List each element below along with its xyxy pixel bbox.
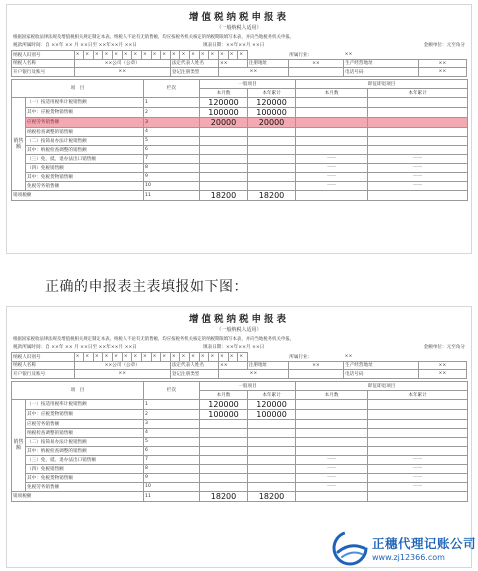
form-subtitle: （一般纳税人适用） <box>216 327 262 333</box>
biz-addr-label: 生产经营地址 <box>344 361 419 370</box>
row2-ytd: 100000 <box>248 409 296 419</box>
industry-label: 所属行业： <box>289 354 313 360</box>
taxpayer-id-cell: × <box>228 353 238 362</box>
col-ytd: 本年累计 <box>368 88 468 97</box>
dash: —— <box>368 482 468 491</box>
taxpayer-id-cell: × <box>238 51 248 60</box>
industry-value: ×× <box>344 354 353 359</box>
dash: —— <box>296 455 368 464</box>
table-row <box>12 446 468 455</box>
row-label: 纳税检查调整的销售额 <box>26 428 144 437</box>
table-row <box>12 437 468 446</box>
row1-month: 120000 <box>200 399 248 409</box>
table-row <box>12 190 468 200</box>
table-row <box>12 399 468 409</box>
row11-ytd: 18200 <box>248 190 296 200</box>
col-refund: 即征即退项目 <box>296 381 468 390</box>
company-url: www.zj12366.com <box>372 553 445 562</box>
taxpayer-id-cell: × <box>122 353 132 362</box>
phone-label: 电话号码 <box>344 370 419 379</box>
row-label: （一）按适用税率计税销售额 <box>26 97 144 107</box>
row2-month: 100000 <box>200 107 248 117</box>
taxpayer-id-cell: × <box>122 51 132 60</box>
table-row <box>12 181 468 190</box>
fill-date: 填表日期：××年××月 ××日 <box>203 43 265 48</box>
table-row <box>12 482 468 491</box>
name-label: 纳税人名称 <box>12 361 75 370</box>
row-label: 其中：纳税检查调整的销售额 <box>26 145 144 154</box>
row-number: 3 <box>144 419 200 428</box>
taxpayer-id-cell: × <box>190 51 200 60</box>
phone-value: ×× <box>418 68 466 77</box>
row-label: 其中：免税货物销售额 <box>26 172 144 181</box>
col-month: 本月数 <box>296 88 368 97</box>
dash: —— <box>368 181 468 190</box>
legal-rep-label: 法定代表人姓名 <box>170 361 218 370</box>
taxpayer-id-cell: × <box>103 51 113 60</box>
table-row <box>12 464 468 473</box>
dash: —— <box>368 455 468 464</box>
row-label: （四）免税销售额 <box>26 464 144 473</box>
taxpayer-id-label: 纳税人识别号 <box>12 353 75 362</box>
table-row <box>12 145 468 154</box>
dash: —— <box>296 473 368 482</box>
row3-month: 20000 <box>200 117 248 127</box>
highlighted-row <box>12 117 468 127</box>
side-label: 销售额 <box>12 399 26 491</box>
row-number: 4 <box>144 428 200 437</box>
amount-unit: 金额单位：元至角分 <box>423 43 465 48</box>
col-row: 栏次 <box>144 79 200 97</box>
form-title: 增值税纳税申报表 <box>188 314 289 325</box>
caption-text: 正确的申报表主表填报如下图： <box>45 279 248 295</box>
reg-type-label: 登记注册类型 <box>170 370 218 379</box>
row-number: 2 <box>144 107 200 117</box>
name-value: ××公司（公章） <box>74 361 170 370</box>
taxpayer-id-cell: × <box>199 353 209 362</box>
reg-addr-value: ×× <box>288 59 343 68</box>
row-number: 2 <box>144 409 200 419</box>
biz-addr-value: ×× <box>418 361 466 370</box>
table-row <box>12 154 468 163</box>
table-row <box>12 419 468 428</box>
company-name: 正穗代理记账公司 <box>372 536 477 551</box>
reg-type-label: 登记注册类型 <box>170 68 218 77</box>
tax-period: 税款所属时间：自 ××年 ×× 月 ××日至 ××年××月 ××日 <box>13 345 137 350</box>
col-ytd: 本年累计 <box>248 390 296 399</box>
reg-addr-label: 注册地址 <box>247 59 288 68</box>
row-label: （三）免、抵、退办法出口销售额 <box>26 154 144 163</box>
taxpayer-id-cell: × <box>141 51 151 60</box>
taxpayer-id-cell: × <box>238 353 248 362</box>
fill-date: 填表日期：××年××月 ××日 <box>203 345 265 350</box>
row-label: 纳税检查调整的销售额 <box>26 127 144 136</box>
form-meta <box>13 42 465 48</box>
taxpayer-id-cell: × <box>141 353 151 362</box>
bank-label: 开户银行及账号 <box>12 370 75 379</box>
taxpayer-id-cell: × <box>113 353 123 362</box>
table-row <box>12 136 468 145</box>
taxpayer-id-cell: × <box>132 353 142 362</box>
tax-form-incorrect <box>6 4 472 254</box>
row-label: 销项税额 <box>12 491 144 501</box>
form-subtitle: （一般纳税人适用） <box>216 25 262 31</box>
dash: —— <box>296 163 368 172</box>
row2-month: 100000 <box>200 409 248 419</box>
table-row <box>12 127 468 136</box>
reg-addr-value: ×× <box>288 361 343 370</box>
dash: —— <box>296 482 368 491</box>
row-label: （二）按简易办法计税销售额 <box>26 136 144 145</box>
taxpayer-id-cell: × <box>93 353 103 362</box>
dash: —— <box>296 464 368 473</box>
taxpayer-id-cell: × <box>84 353 94 362</box>
taxpayer-id-cell: × <box>190 353 200 362</box>
reg-type-value: ×× <box>218 370 288 379</box>
dash: —— <box>296 172 368 181</box>
taxpayer-id-cell: × <box>74 353 84 362</box>
row-number: 7 <box>144 455 200 464</box>
col-item: 项 目 <box>12 381 144 399</box>
form-title: 增值税纳税申报表 <box>188 12 289 23</box>
taxpayer-id-cell: × <box>84 51 94 60</box>
taxpayer-id-cell: × <box>209 51 219 60</box>
col-month: 本月数 <box>200 390 248 399</box>
row-number: 1 <box>144 97 200 107</box>
dash: —— <box>368 163 468 172</box>
taxpayer-info-table <box>11 352 467 379</box>
legal-rep-label: 法定代表人姓名 <box>170 59 218 68</box>
col-item: 项 目 <box>12 79 144 97</box>
biz-addr-label: 生产经营地址 <box>344 59 419 68</box>
col-general: 一般项目 <box>200 381 296 390</box>
company-watermark <box>330 528 476 568</box>
row-number: 7 <box>144 154 200 163</box>
row11-month: 18200 <box>200 491 248 501</box>
table-row <box>12 172 468 181</box>
table-row <box>12 455 468 464</box>
row1-ytd: 120000 <box>248 97 296 107</box>
row-number: 8 <box>144 163 200 172</box>
row-number: 1 <box>144 399 200 409</box>
side-label: 销售额 <box>12 97 26 190</box>
row1-ytd: 120000 <box>248 399 296 409</box>
taxpayer-id-cell: × <box>180 353 190 362</box>
col-general: 一般项目 <box>200 79 296 88</box>
table-row <box>12 107 468 117</box>
row11-ytd: 18200 <box>248 491 296 501</box>
bank-value: ×× <box>74 370 170 379</box>
row-label: 免税劳务销售额 <box>26 482 144 491</box>
row-number: 9 <box>144 172 200 181</box>
taxpayer-id-cell: × <box>74 51 84 60</box>
row-label: （二）按简易办法计税销售额 <box>26 437 144 446</box>
row-label: 销项税额 <box>12 190 144 200</box>
dash: —— <box>296 181 368 190</box>
name-label: 纳税人名称 <box>12 59 75 68</box>
row-label: 应税劳务销售额 <box>26 117 144 127</box>
row-number: 10 <box>144 482 200 491</box>
taxpayer-id-cell: × <box>218 353 228 362</box>
taxpayer-id-cell: × <box>151 353 161 362</box>
bank-label: 开户银行及账号 <box>12 68 75 77</box>
tax-period: 税款所属时间：自 ××年 ×× 月 ××日至 ××年××月 ××日 <box>13 43 137 48</box>
reg-type-value: ×× <box>218 68 288 77</box>
taxpayer-id-cell: × <box>170 353 180 362</box>
row-label: 其中：应税货物销售额 <box>26 107 144 117</box>
row-label: 应税劳务销售额 <box>26 419 144 428</box>
row11-month: 18200 <box>200 190 248 200</box>
row-number: 8 <box>144 464 200 473</box>
col-ytd: 本年累计 <box>248 88 296 97</box>
sales-table <box>11 79 468 201</box>
taxpayer-id-cell: × <box>113 51 123 60</box>
taxpayer-info-table <box>11 50 467 77</box>
col-row: 栏次 <box>144 381 200 399</box>
row-number: 6 <box>144 446 200 455</box>
dash: —— <box>368 473 468 482</box>
row-number: 5 <box>144 136 200 145</box>
row1-month: 120000 <box>200 97 248 107</box>
taxpayer-id-cell: × <box>170 51 180 60</box>
company-logo-icon <box>330 528 370 568</box>
taxpayer-id-cell: × <box>161 353 171 362</box>
phone-value: ×× <box>418 370 466 379</box>
taxpayer-id-cell: × <box>103 353 113 362</box>
industry-value: ×× <box>344 52 353 57</box>
table-row <box>12 428 468 437</box>
phone-label: 电话号码 <box>344 68 419 77</box>
legal-rep-value: ×× <box>218 59 247 68</box>
table-row <box>12 97 468 107</box>
reg-addr-label: 注册地址 <box>247 361 288 370</box>
taxpayer-id-cell: × <box>132 51 142 60</box>
industry-label: 所属行业： <box>289 52 313 58</box>
dash: —— <box>368 154 468 163</box>
amount-unit: 金额单位：元至角分 <box>423 345 465 350</box>
form-notice: 根据国家税收法律法规及增值税相关规定制定本表。纳税人不论有无销售额，均应按税务机关核定的纳税期限填写本表，并向当地税务机关申报。 <box>13 35 295 40</box>
row-label: 其中：纳税检查调整的销售额 <box>26 446 144 455</box>
taxpayer-id-cell: × <box>218 51 228 60</box>
sales-table <box>11 381 468 502</box>
taxpayer-id-cell: × <box>228 51 238 60</box>
taxpayer-id-cell: × <box>209 353 219 362</box>
taxpayer-id-cell: × <box>93 51 103 60</box>
row3-ytd: 20000 <box>248 117 296 127</box>
row-label: 其中：应税货物销售额 <box>26 409 144 419</box>
legal-rep-value: ×× <box>218 361 247 370</box>
row-number: 11 <box>144 491 200 501</box>
row-number: 11 <box>144 190 200 200</box>
row-number: 3 <box>144 117 200 127</box>
row-number: 4 <box>144 127 200 136</box>
taxpayer-id-cell: × <box>199 51 209 60</box>
row-number: 10 <box>144 181 200 190</box>
col-refund: 即征即退项目 <box>296 79 468 88</box>
table-row <box>12 163 468 172</box>
col-month: 本月数 <box>296 390 368 399</box>
col-month: 本月数 <box>200 88 248 97</box>
taxpayer-id-cell: × <box>151 51 161 60</box>
row-label: （一）按适用税率计税销售额 <box>26 399 144 409</box>
taxpayer-id-label: 纳税人识别号 <box>12 51 75 60</box>
dash: —— <box>296 154 368 163</box>
biz-addr-value: ×× <box>418 59 466 68</box>
taxpayer-id-cell: × <box>161 51 171 60</box>
col-ytd: 本年累计 <box>368 390 468 399</box>
table-row <box>12 409 468 419</box>
taxpayer-id-cell: × <box>180 51 190 60</box>
row-label: （四）免税销售额 <box>26 163 144 172</box>
row2-ytd: 100000 <box>248 107 296 117</box>
table-row <box>12 491 468 501</box>
name-value: ××公司（公章） <box>74 59 170 68</box>
form-meta <box>13 344 465 350</box>
row-label: 其中：免税货物销售额 <box>26 473 144 482</box>
dash: —— <box>368 464 468 473</box>
bank-value: ×× <box>74 68 170 77</box>
row-number: 9 <box>144 473 200 482</box>
row-label: 免税劳务销售额 <box>26 181 144 190</box>
dash: —— <box>368 172 468 181</box>
row-label: （三）免、抵、退办法出口销售额 <box>26 455 144 464</box>
row-number: 6 <box>144 145 200 154</box>
row-number: 5 <box>144 437 200 446</box>
form-notice: 根据国家税收法律法规及增值税相关规定制定本表。纳税人不论有无销售额，均应按税务机关核定的纳税期限填写本表，并向当地税务机关申报。 <box>13 337 295 342</box>
table-row <box>12 473 468 482</box>
